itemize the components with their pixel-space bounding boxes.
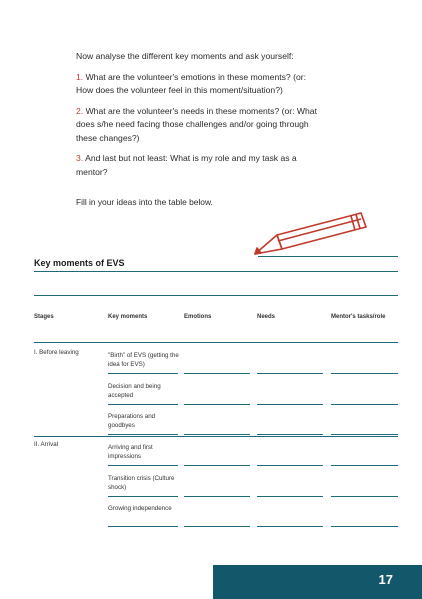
- answer-line[interactable]: [257, 373, 323, 374]
- answer-line[interactable]: [108, 434, 178, 435]
- moment-birth-of-evs: "Birth" of EVS (getting the idea for EVS): [108, 352, 179, 368]
- answer-line[interactable]: [108, 496, 178, 497]
- header-mentor-role: Mentor's tasks/role: [331, 314, 386, 320]
- question-2: [76, 105, 318, 146]
- answer-line[interactable]: [257, 496, 323, 497]
- answer-line[interactable]: [108, 373, 178, 374]
- answer-line[interactable]: [184, 496, 250, 497]
- instructions-lead: Now analyse the different key moments and ask yourself:: [76, 51, 294, 61]
- answer-line[interactable]: [331, 373, 398, 374]
- moment-growing-independence: Growing independence: [108, 505, 172, 512]
- answer-line[interactable]: [331, 465, 398, 466]
- moment-preparations: Preparations and goodbyes: [108, 413, 156, 429]
- question-1-number: 1.: [76, 71, 84, 82]
- question-3-text: And last but not least: What is my role and my task as a mentor?: [76, 153, 297, 177]
- header-needs: Needs: [257, 314, 276, 320]
- question-2-text: What are the volunteer's needs in these moments? (or: What does s/he need facing those challenges and/or going through these changes?): [76, 105, 317, 143]
- moment-arriving: Arriving and first impressions: [108, 444, 153, 460]
- answer-line[interactable]: [184, 465, 250, 466]
- table-top-rule: [34, 295, 398, 296]
- question-1-text: What are the volunteer's emotions in these moments? (or: How does the volunteer feel in this moment/situation?): [76, 71, 306, 95]
- moment-decision: Decision and being accepted: [108, 383, 161, 399]
- page-number: 17: [378, 572, 393, 587]
- answer-line[interactable]: [331, 496, 398, 497]
- answer-line[interactable]: [184, 373, 250, 374]
- answer-line[interactable]: [184, 434, 250, 435]
- moment-transition-crisis: Transition crisis (Culture shock): [108, 475, 175, 491]
- answer-line[interactable]: [184, 404, 250, 405]
- table-title-rule: [34, 271, 398, 272]
- question-3: [76, 152, 318, 179]
- stage-before-leaving: I. Before leaving: [34, 349, 79, 356]
- answer-line[interactable]: [108, 465, 178, 466]
- header-emotions: Emotions: [184, 314, 212, 320]
- page-footer-bar: [213, 565, 422, 599]
- answer-line[interactable]: [108, 526, 178, 527]
- pencil-writing-line: [258, 256, 398, 257]
- stage-divider: [34, 436, 398, 437]
- table-title: Key moments of EVS: [34, 258, 125, 268]
- answer-line[interactable]: [257, 465, 323, 466]
- stage-arrival: II. Arrival: [34, 441, 59, 448]
- header-key-moments: Key moments: [108, 314, 148, 320]
- answer-line[interactable]: [331, 434, 398, 435]
- question-1: [76, 71, 318, 98]
- instructions: [76, 50, 318, 186]
- header-stages: Stages: [34, 314, 54, 320]
- answer-line[interactable]: [257, 526, 323, 527]
- header-rule: [34, 342, 398, 343]
- fill-in-instruction: Fill in your ideas into the table below.: [76, 197, 213, 207]
- answer-line[interactable]: [331, 404, 398, 405]
- answer-line[interactable]: [257, 404, 323, 405]
- answer-line[interactable]: [257, 434, 323, 435]
- answer-line[interactable]: [331, 526, 398, 527]
- question-3-number: 3.: [76, 153, 84, 163]
- pencil-icon: [244, 210, 394, 260]
- answer-line[interactable]: [184, 526, 250, 527]
- answer-line[interactable]: [108, 404, 178, 405]
- question-2-number: 2.: [76, 105, 84, 116]
